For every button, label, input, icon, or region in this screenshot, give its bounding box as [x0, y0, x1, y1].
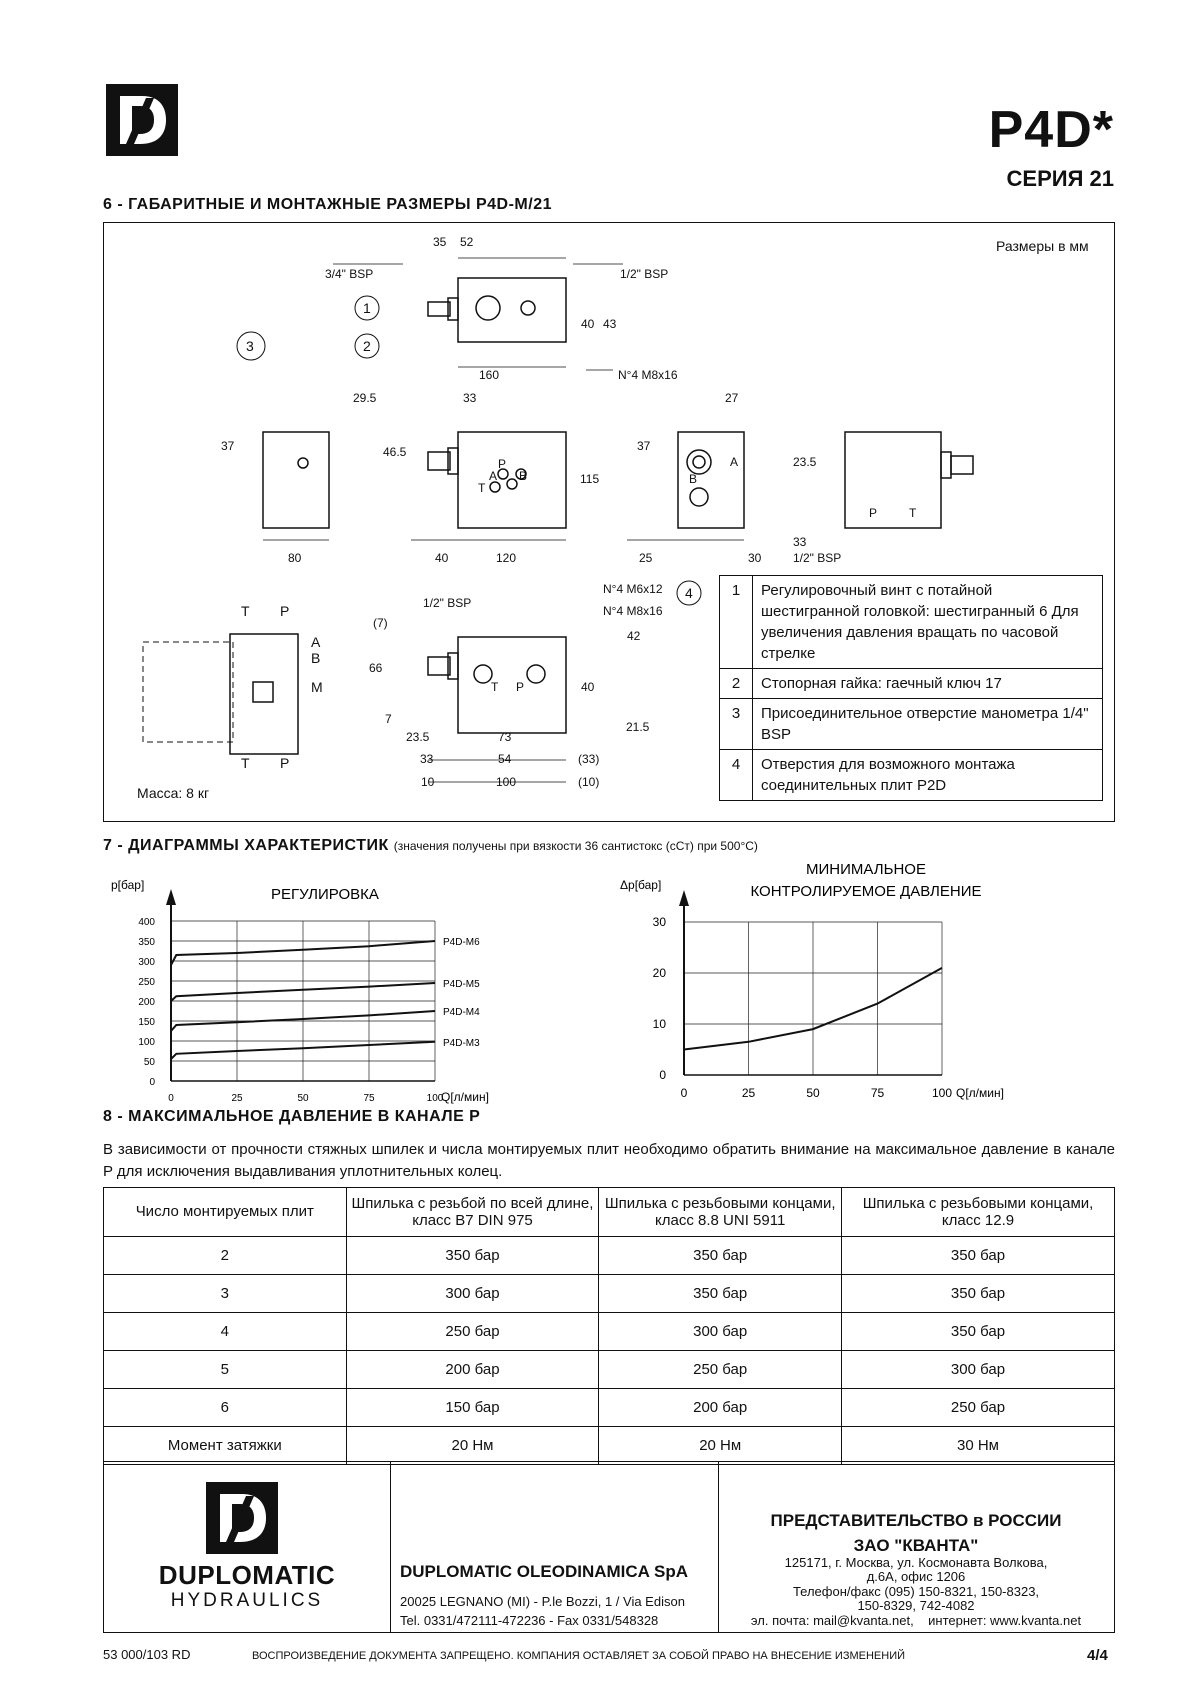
- dim-23-5-bottom: 23.5: [406, 730, 430, 744]
- doc-code: 53 000/103 RD: [103, 1647, 191, 1662]
- chart-regulation: [103, 865, 533, 1105]
- dim-42: 42: [627, 629, 641, 643]
- x-tick-label: 25: [231, 1093, 243, 1104]
- y-tick-label: 0: [149, 1077, 155, 1088]
- table-cell: 4: [104, 1313, 347, 1351]
- dim-10-paren: (10): [578, 775, 600, 789]
- y-tick-label: 400: [138, 917, 155, 928]
- x-tick-label: 0: [168, 1093, 174, 1104]
- legend-text: Регулировочный винт с потайной шестигранной головкой: шестигранный 6 Для увеличения давления вращать по часовой стрелке: [753, 576, 1103, 669]
- left-view-body: [263, 432, 329, 528]
- product-title: P4D*: [988, 101, 1114, 159]
- table-cell: 350 бар: [842, 1275, 1115, 1313]
- dim-m6x12: N°4 M6x12: [603, 582, 663, 596]
- table-row: [104, 1313, 1115, 1351]
- dim-30: 30: [748, 551, 762, 565]
- table-row: [104, 1237, 1115, 1275]
- legend-num: 1: [720, 576, 753, 669]
- table-cell: 150 бар: [346, 1389, 599, 1427]
- y-tick-label: 20: [652, 966, 666, 980]
- port-p-far: P: [869, 506, 878, 520]
- pressure-table: [103, 1187, 1115, 1465]
- series-label: P4D-M3: [443, 1037, 480, 1049]
- dim-23-5: 23.5: [793, 455, 817, 469]
- y-tick-label: 200: [138, 997, 155, 1008]
- table-cell: 250 бар: [599, 1351, 842, 1389]
- rep-web: интернет: www.kvanta.net: [928, 1613, 1082, 1629]
- y-tick-label: 150: [138, 1017, 155, 1028]
- series-label: P4D-M6: [443, 937, 480, 948]
- port-a-front: A: [489, 469, 498, 483]
- table-cell: 350 бар: [346, 1237, 599, 1275]
- dim-40-top: 40: [581, 317, 595, 331]
- company-phone: Tel. 0331/472111-472236 - Fax 0331/548328: [400, 1613, 659, 1628]
- legend-text: Отверстия для возможного монтажа соединительных плит P2D: [753, 750, 1103, 801]
- y-tick-label: 30: [652, 915, 666, 929]
- dim-27: 27: [725, 391, 739, 405]
- dim-115: 115: [580, 472, 600, 486]
- chart-title: [750, 861, 981, 900]
- schem-m: M: [311, 679, 323, 695]
- schem-p-bottom: P: [280, 755, 290, 771]
- x-tick-label: 50: [297, 1093, 309, 1104]
- table-cell: 200 бар: [599, 1389, 842, 1427]
- schem-p-top: P: [280, 603, 290, 619]
- section6-title: 6 - ГАБАРИТНЫЕ И МОНТАЖНЫЕ РАЗМЕРЫ P4D-M/21: [103, 196, 552, 213]
- duplomatic-footer-logo: [206, 1482, 278, 1554]
- port-t-far: T: [909, 506, 917, 520]
- dim-1-2-bsp-right: 1/2" BSP: [793, 551, 842, 565]
- dim-35: 35: [433, 235, 447, 249]
- dim-100: 100: [496, 775, 517, 789]
- port-t-bottom: T: [491, 680, 499, 694]
- table-row: [104, 1427, 1115, 1465]
- top-view-body: [458, 278, 566, 342]
- dim-7: 7: [385, 712, 392, 726]
- rep-phone1: Телефон/факс (095) 150-8321, 150-8323,: [792, 1583, 1040, 1599]
- y-tick-label: 250: [138, 977, 155, 988]
- dim-29-5: 29.5: [353, 391, 377, 405]
- table-cell: 350 бар: [599, 1237, 842, 1275]
- table-row: [104, 1275, 1115, 1313]
- rep-addr2: д.6А, офис 1206: [866, 1569, 966, 1585]
- dim-1-2-bsp-bottom: 1/2" BSP: [423, 596, 472, 610]
- schematic-body: [230, 634, 298, 754]
- table-cell: 20 Нм: [599, 1427, 842, 1465]
- col-header: Шпилька с резьбовыми концами, класс 8.8 UNI 5911: [599, 1188, 842, 1237]
- legend-row: [720, 699, 1103, 750]
- x-tick-label: 25: [741, 1086, 756, 1100]
- footer-logo-cell: [104, 1462, 391, 1632]
- series-label: P4D-M4: [443, 1007, 480, 1018]
- table-cell: Момент затяжки: [104, 1427, 347, 1465]
- front-view-body: [458, 432, 566, 528]
- section8-title: 8 - МАКСИМАЛЬНОЕ ДАВЛЕНИЕ В КАНАЛЕ P: [103, 1108, 481, 1125]
- rep-email: эл. почта: mail@kvanta.net,: [750, 1613, 914, 1629]
- y-axis-label: p[бар]: [111, 878, 145, 892]
- dim-10: 10: [421, 775, 435, 789]
- table-cell: 6: [104, 1389, 347, 1427]
- table-cell: 2: [104, 1237, 347, 1275]
- dim-1-2-bsp-top: 1/2" BSP: [620, 267, 669, 281]
- table-cell: 300 бар: [346, 1275, 599, 1313]
- table-cell: 300 бар: [599, 1313, 842, 1351]
- footer-box: [103, 1461, 1115, 1633]
- schem-a: A: [311, 634, 321, 650]
- table-row: [104, 1389, 1115, 1427]
- dim-37-right: 37: [637, 439, 651, 453]
- port-b-right: B: [689, 472, 698, 486]
- duplomatic-logo: [106, 84, 178, 156]
- callout-4-label: 4: [685, 585, 693, 601]
- dim-52: 52: [460, 235, 474, 249]
- dim-m8x16-bottom: N°4 M8x16: [603, 604, 663, 618]
- rep-title: ПРЕДСТАВИТЕЛЬСТВО в РОССИИ: [770, 1511, 1062, 1530]
- y-axis-arrow-icon: [679, 890, 689, 906]
- dim-66: 66: [369, 661, 383, 675]
- table-cell: 200 бар: [346, 1351, 599, 1389]
- schem-t-top: T: [241, 603, 250, 619]
- dim-120: 120: [496, 551, 517, 565]
- port-p-front: P: [498, 457, 507, 471]
- page-number: 4/4: [1087, 1647, 1108, 1664]
- units-note: Размеры в мм: [996, 238, 1089, 254]
- dim-80: 80: [288, 551, 302, 565]
- dim-33-front: 33: [463, 391, 477, 405]
- port-p-bottom: P: [516, 680, 525, 694]
- legend-num: 4: [720, 750, 753, 801]
- legend-row: [720, 576, 1103, 669]
- port-t-front: T: [478, 481, 486, 495]
- mass-label: Масса: 8 кг: [137, 785, 210, 801]
- section7-title: [103, 837, 758, 855]
- table-cell: 5: [104, 1351, 347, 1389]
- chart-title-line: МИНИМАЛЬНОЕ: [806, 861, 926, 878]
- section7-heading: 7 - ДИАГРАММЫ ХАРАКТЕРИСТИК: [103, 837, 389, 854]
- far-right-view-body: [845, 432, 941, 528]
- legend-row: [720, 669, 1103, 699]
- rep-contacts: [718, 1613, 1114, 1629]
- rep-phone2: 150-8329, 742-4082: [857, 1597, 975, 1613]
- x-tick-label: 75: [363, 1093, 375, 1104]
- table-cell: 250 бар: [346, 1313, 599, 1351]
- dim-m8x16-top: N°4 M8x16: [618, 368, 678, 382]
- y-tick-label: 100: [138, 1037, 155, 1048]
- legend-row: [720, 750, 1103, 801]
- table-cell: 20 Нм: [346, 1427, 599, 1465]
- chart-title: РЕГУЛИРОВКА: [271, 886, 379, 903]
- series-subtitle: СЕРИЯ 21: [1006, 166, 1114, 191]
- dim-160: 160: [479, 368, 500, 382]
- legend-num: 2: [720, 669, 753, 699]
- callout-2-label: 2: [363, 338, 371, 354]
- dim-40-front: 40: [435, 551, 449, 565]
- callout-3-label: 3: [246, 338, 254, 354]
- y-axis-arrow-icon: [166, 889, 176, 905]
- dim-46-5: 46.5: [383, 445, 407, 459]
- chart-title-line: КОНТРОЛИРУЕМОЕ ДАВЛЕНИЕ: [750, 883, 982, 900]
- schem-b: B: [311, 650, 321, 666]
- y-tick-label: 50: [143, 1057, 155, 1068]
- table-cell: 30 Нм: [842, 1427, 1115, 1465]
- x-axis-label: Q[л/мин]: [956, 1086, 1004, 1100]
- copyright-notice: ВОСПРОИЗВЕДЕНИЕ ДОКУМЕНТА ЗАПРЕЩЕНО. КОМПАНИЯ ОСТАВЛЯЕТ ЗА СОБОЙ ПРАВО НА ВНЕСЕНИЕ ИЗМЕНЕНИЙ: [252, 1650, 906, 1662]
- brand-name: DUPLOMATIC: [158, 1560, 336, 1590]
- logo-d-icon: [206, 1482, 278, 1554]
- dim-73: 73: [498, 730, 512, 744]
- footer-rep-cell: [718, 1462, 1114, 1632]
- x-tick-label: 50: [806, 1086, 820, 1100]
- section7-note: (значения получены при вязкости 36 сантистокс (сСт) при 500°С): [393, 839, 758, 853]
- table-cell: 250 бар: [842, 1389, 1115, 1427]
- dim-21-5: 21.5: [626, 720, 650, 734]
- dim-43: 43: [603, 317, 617, 331]
- callout-1-label: 1: [363, 300, 371, 316]
- col-header: Шпилька с резьбой по всей длине, класс B7 DIN 975: [346, 1188, 599, 1237]
- dim-33-paren: (33): [578, 752, 600, 766]
- brand-sub: HYDRAULICS: [170, 1590, 324, 1611]
- bottom-view-body: [458, 637, 566, 733]
- x-tick-label: 100: [931, 1086, 953, 1100]
- table-cell: 300 бар: [842, 1351, 1115, 1389]
- table-row: [104, 1351, 1115, 1389]
- table-cell: 350 бар: [599, 1275, 842, 1313]
- table-header-row: [104, 1188, 1115, 1237]
- right-view-body: [678, 432, 744, 528]
- y-tick-label: 0: [659, 1068, 666, 1082]
- series-label: P4D-M5: [443, 979, 480, 990]
- section8-paragraph: В зависимости от прочности стяжных шпилек и числа монтируемых плит необходимо обратить внимание на максимальное давление в канале P для исключения выдавливания уплотнительных колец.: [103, 1141, 1115, 1180]
- company-address: 20025 LEGNANO (MI) - P.le Bozzi, 1 / Via Edison: [400, 1594, 685, 1609]
- table-cell: 350 бар: [842, 1237, 1115, 1275]
- y-axis-label: Δp[бар]: [620, 878, 662, 892]
- rep-company: ЗАО "КВАНТА": [853, 1536, 979, 1555]
- chart-min-pressure: [600, 860, 1040, 1105]
- x-axis-label: Q[л/мин]: [441, 1090, 489, 1104]
- schem-t-bottom: T: [241, 755, 250, 771]
- legend-text: Стопорная гайка: гаечный ключ 17: [753, 669, 1103, 699]
- dim-33-right: 33: [793, 535, 807, 549]
- x-tick-label: 100: [426, 1093, 444, 1104]
- col-header: Число монтируемых плит: [104, 1188, 347, 1237]
- rep-addr1: 125171, г. Москва, ул. Космонавта Волкова,: [784, 1555, 1048, 1570]
- y-tick-label: 10: [652, 1017, 666, 1031]
- table-cell: 3: [104, 1275, 347, 1313]
- company-name: DUPLOMATIC OLEODINAMICA SpA: [400, 1562, 689, 1581]
- dim-7-paren: (7): [373, 616, 388, 630]
- x-tick-label: 75: [870, 1086, 885, 1100]
- y-tick-label: 350: [138, 937, 155, 948]
- col-header: Шпилька с резьбовыми концами, класс 12.9: [842, 1188, 1115, 1237]
- table-cell: 350 бар: [842, 1313, 1115, 1351]
- dim-40-bottom: 40: [581, 680, 595, 694]
- dim-33-bottom: 33: [420, 752, 434, 766]
- logo-d-icon: [106, 84, 178, 156]
- dim-25: 25: [639, 551, 653, 565]
- footer-company-cell: [390, 1462, 719, 1632]
- dim-54: 54: [498, 752, 512, 766]
- x-tick-label: 0: [680, 1086, 688, 1100]
- legend-text: Присоединительное отверстие манометра 1/4" BSP: [753, 699, 1103, 750]
- port-b-front: B: [519, 469, 528, 483]
- legend-num: 3: [720, 699, 753, 750]
- dim-3-4-bsp: 3/4" BSP: [325, 267, 374, 281]
- port-a-right: A: [730, 455, 739, 469]
- legend-table: [719, 575, 1103, 801]
- dim-37-left: 37: [221, 439, 235, 453]
- y-tick-label: 300: [138, 957, 155, 968]
